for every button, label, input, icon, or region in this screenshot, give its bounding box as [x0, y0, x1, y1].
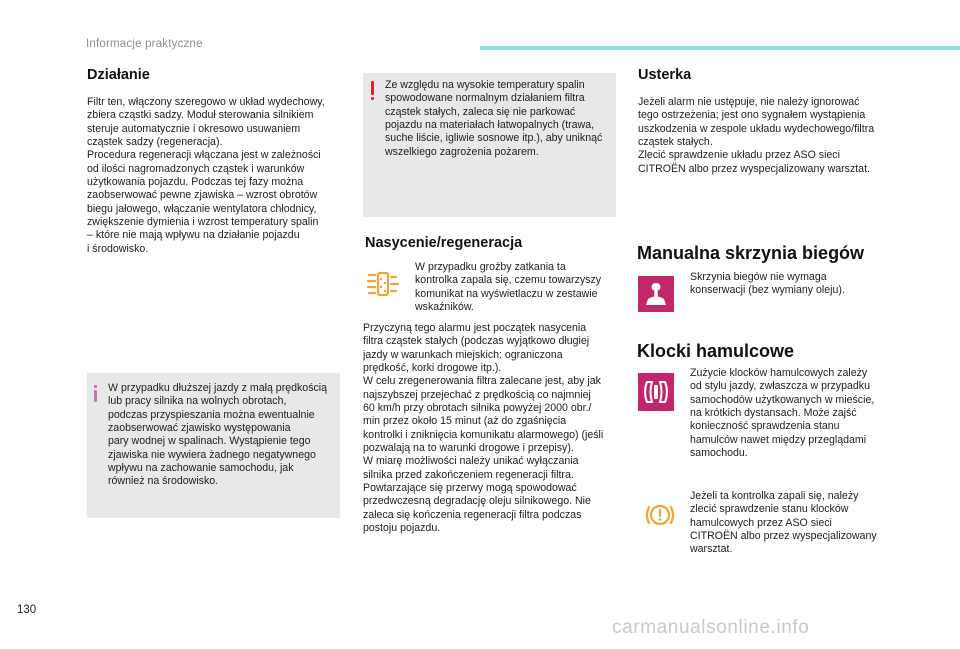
usterka-heading: Usterka — [638, 67, 692, 83]
header-accent-bar — [480, 46, 960, 50]
usterka-body: Jeżeli alarm nie ustępuje, nie należy ignorować tego ostrzeżenia; jest ono sygnałem wystąpienia uszkodzenia w zespole układu wydechowego/filtra cząstek stałych. Zlecić sprawdzenie układu przez ASO sieci CITROËN albo przez wyspecjalizowany warsztat. — [638, 96, 875, 175]
watermark: carmanualsonline.info — [612, 617, 810, 638]
nasycenie-icon-text: W przypadku groźby zatkania ta kontrolka zapala się, czemu towarzyszy komunikat na wyświetlaczu w zestawie wskaźników. — [415, 261, 602, 314]
nasycenie-body: Przyczyną tego alarmu jest początek nasycenia filtra cząstek stałych (podczas wyjątkowo długiej jazdy w warunkach miejskich: ograniczona prędkość, korki drogowe itp.). W celu zregenerowania filtra zalecane jest, aby jak najszybszej przejechać z prędkością co najmniej 60 km/h przy obrotach silnika powyżej 2000 obr./ min przez około 15 minut (aż do zgaśnięcia kontrolki i zniknięcia komunikatu alarmowego) (jeśli pozwalają na to warunki drogowe i przepisy). W miarę możliwości należy unikać wyłączania silnika przed zakończeniem regeneracji filtra. Powtarzające się przerwy mogą spowodować przedwczesną degradację oleju silnikowego. Nie zaleca się kończenia regeneracji filtra podczas postoju pojazdu. — [363, 322, 604, 535]
warning-note-text: Ze względu na wysokie temperatury spalin spowodowane normalnym działaniem filtra cząstek stałych, zaleca się nie parkować pojazdu na materiałach łatwopalnych (trawa, suche liście, igliwie sosnowe itp.), aby uniknąć wszelkiego zagrożenia pożarem. — [385, 79, 603, 158]
page-number: 130 — [17, 604, 37, 616]
klocki-text: Zużycie klocków hamulcowych zależy od stylu jazdy, zwłaszcza w przypadku samochodów użytkowanych w mieście, na krótkich dystansach. Może zajść konieczność sprawdzenia stanu hamulców nawet między przeglądami samochodu. — [690, 367, 875, 460]
klocki-heading: Klocki hamulcowe — [637, 341, 795, 361]
info-note-box — [87, 373, 340, 518]
klocki-warning-text: Jeżeli ta kontrolka zapali się, należy zlecić sprawdzenie stanu klocków hamulcowych przez ASO sieci CITROËN albo przez wyspecjalizowany warsztat. — [690, 490, 877, 556]
nasycenie-heading: Nasycenie/regeneracja — [365, 235, 523, 251]
dzialanie-body: Filtr ten, włączony szeregowo w układ wydechowy, zbiera cząstki sadzy. Moduł sterowania silnikiem steruje automatycznie i okresowo usuwaniem cząstek sadzy (regeneracja). Procedura regeneracji włączana jest w zależności od ilości nagromadzonych cząstek i warunków użytkowania pojazdu. Podczas tej fazy można zaobserwować pewne zjawiska – wzrost obrotów biegu jałowego, włączanie wentylatora chłodnicy, zwiększenie dymienia i wzrost temperatury spalin – które nie mają wpływu na działanie pojazdu i środowisko. — [87, 96, 325, 255]
dzialanie-heading: Działanie — [87, 67, 150, 83]
brake-warning-icon — [642, 497, 678, 533]
section-header: Informacje praktyczne — [86, 38, 203, 50]
particle-filter-warning-icon — [366, 265, 402, 301]
warning-note-box — [363, 73, 616, 217]
manualna-text: Skrzynia biegów nie wymaga konserwacji (bez wymiany oleju). — [690, 271, 845, 297]
brake-pads-icon — [638, 373, 674, 411]
info-note-text: W przypadku dłuższej jazdy z małą prędkością lub pracy silnika na wolnych obrotach, podczas przyspieszania można ewentualnie zaobserwować zjawisko występowania pary wodnej w spalinach. Wystąpienie tego zjawiska nie wywiera żadnego negatywnego wpływu na zachowanie samochodu, jak również na środowisko. — [108, 382, 328, 488]
manualna-heading: Manualna skrzynia biegów — [637, 243, 865, 263]
info-icon — [94, 385, 97, 402]
warning-icon — [371, 81, 374, 100]
gear-lever-icon — [638, 276, 674, 312]
